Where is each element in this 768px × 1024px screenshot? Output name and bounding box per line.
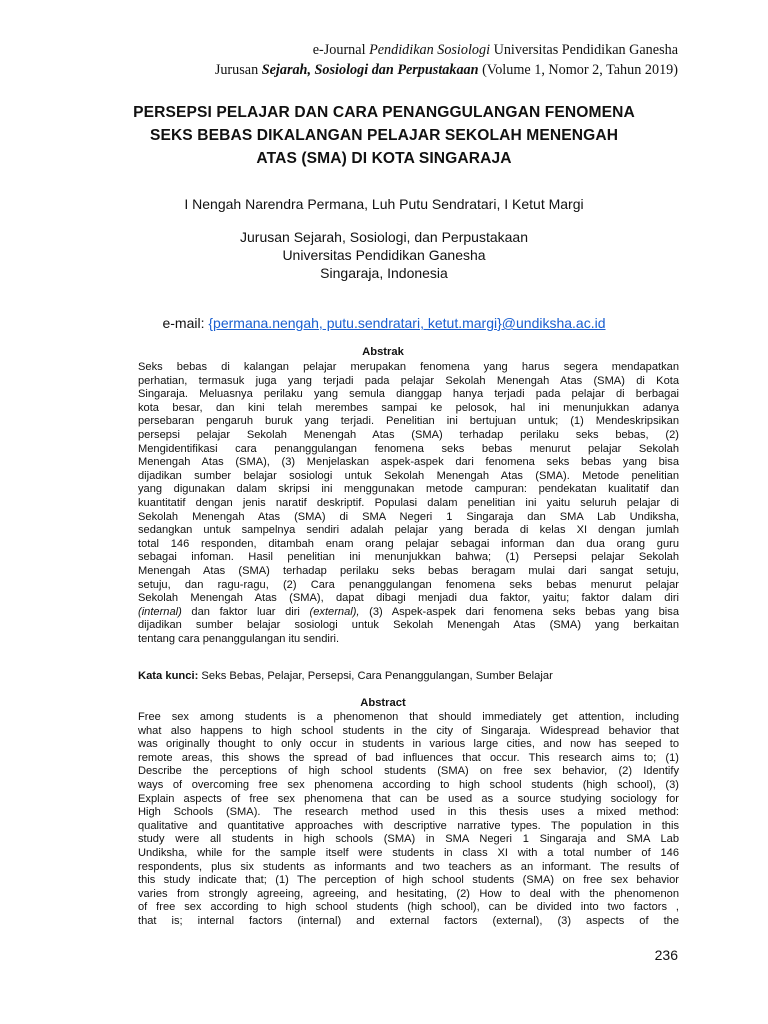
abstrak-line: kuantitatif dengan jenis naratif deskriptif. Populasi dalam penelitian ini yaitu seluruh pelajar di (138, 496, 679, 509)
abstract-line: what also happens to high school students in the city of Singaraja. Widespread behavior that (138, 724, 679, 737)
abstrak-line: setuju, dan ragu-ragu, (2) Cara penanggulangan fenomena seks bebas menurut pelajar (138, 578, 679, 591)
title-line: SEKS BEBAS DIKALANGAN PELAJAR SEKOLAH MENENGAH (149, 127, 619, 144)
abstract-line: that is; internal factors (internal) and external factors (external), (3) aspects of the (138, 914, 679, 927)
abstrak-line: Sekolah Menengah Atas (SMA), dapat dibagi menjadi dua faktor, yaitu; faktor dalam diri (138, 592, 679, 605)
abstrak-body (138, 361, 679, 646)
journal-header (215, 40, 678, 80)
keywords-text: Seks Bebas, Pelajar, Persepsi, Cara Penanggulangan, Sumber Belajar (198, 670, 553, 682)
abstract-line: varies from strongly agreeing, agreeing, and hesitating, (2) How to deal with the phenomenon (138, 887, 679, 900)
abstract-line: this study indicate that; (1) The perception of high school students (SMA) on free sex behavior (138, 874, 679, 887)
abstrak-line: Sekolah Menengah Atas (SMA) di SMA Negeri 1 Singaraja dan SMA Lab Undiksha, (138, 510, 679, 523)
abstract-line: ways of overcoming free sex phenomena according to high school students (high school), (3) (138, 778, 679, 791)
affiliation-line: Universitas Pendidikan Ganesha (282, 247, 486, 263)
email-link[interactable]: {permana.nengah, putu.sendratari, ketut.margi}@undiksha.ac.id (208, 315, 606, 331)
abstrak-line: dijadikan sumber belajar sosiologi untuk Sekolah Menengah Atas (SMA). Metode penelitian (138, 469, 679, 482)
abstract-line: study were all students in high schools (SMA) in SMA Negeri 1 Singaraja and SMA Lab (138, 833, 679, 846)
abstrak-line: perhatian, termasuk juga yang terjadi pada pelajar Sekolah Menengah Atas (SMA) di Kota (138, 374, 679, 387)
abstract-line: Free sex among students is a phenomenon that should immediately get attention, including (138, 711, 679, 723)
affiliation (60, 228, 708, 282)
abstrak-line: total 146 responden, ditambah enam orang pelajar sebagai informan dan dua orang guru (138, 537, 679, 550)
abstrak-line: sedangkan untuk sampelnya sendiri adalah pelajar yang berada di kelas XI dengan jumlah (138, 524, 679, 537)
abstrak-line: sebagai infoman. Hasil penelitian ini menunjukkan bahwa; (1) Persepsi pelajar Sekolah (138, 551, 679, 564)
abstract-body (138, 711, 679, 929)
abstract-line: was originally thought to only occur in students in various large cities, and now has seeped to (138, 738, 679, 751)
abstrak-line: Menengah Atas (SMA) terhadap perilaku seks bebas beragam mulai dari sangat setuju, (138, 564, 679, 577)
abstrak-line: Menengah Atas (SMA), (3) Menjelaskan aspek-aspek dari fenomena seks bebas yang bisa (138, 456, 679, 469)
abstrak-line: Mengidentifikasi cara penanggulangan fenomena seks bebas menurut pelajar Sekolah (138, 442, 679, 455)
abstrak-line-mixed: (internal) dan faktor luar diri (external), (3) Aspek-aspek dari fenomena seks bebas yang bisa (138, 605, 679, 618)
affiliation-line: Singaraja, Indonesia (320, 265, 448, 281)
abstract-line: of free sex according to high school students (high school), can be divided into two factors , (138, 901, 679, 914)
keywords (138, 669, 679, 683)
abstract-line: remote areas, this shows the spread of bad influences that occur. This research aims to; (1) (138, 751, 679, 764)
abstrak-line: persebaran pengaruh buruk yang terjadi. Penelitian ini bertujuan untuk; (1) Mendeskripsikan (138, 415, 679, 428)
abstract-line: qualitative and quantitative approaches with descriptive narrative types. The population in this (138, 819, 679, 832)
abstract-line: Explain aspects of free sex phenomena that can be used as a source studying sociology for (138, 792, 679, 805)
abstrak-line: persepsi pelajar Sekolah Menengah Atas (SMA) terhadap perilaku seks bebas, (2) (138, 428, 679, 441)
abstract-heading: Abstract (360, 697, 406, 709)
email-line (60, 313, 708, 333)
abstrak-line: Singaraja. Meluasnya perilaku yang semula dianggap hanya terjadi pada pelajar di berbagai (138, 388, 679, 401)
abstrak-line: kota besar, dan kini telah merembes sampai ke pelosok, hal ini menunjukkan adanya (138, 401, 679, 414)
abstrak-line: Seks bebas di kalangan pelajar merupakan fenomena yang harus segera mendapatkan (138, 361, 679, 373)
abstrak-line: tentang cara penanggulangan itu sendiri. (138, 632, 340, 645)
page-number: 236 (654, 947, 678, 963)
paper-title (70, 101, 698, 170)
abstract-line: Describe the perceptions of high school students (SMA) on free sex behavior, (2) Identify (138, 765, 679, 778)
email-label: e-mail: (162, 315, 209, 331)
authors: I Nengah Narendra Permana, Luh Putu Sendratari, I Ketut Margi (184, 196, 584, 212)
journal-header-line-1: e-Journal Pendidikan Sosiologi Universitas Pendidikan Ganesha (312, 42, 678, 58)
keywords-label: Kata kunci: (138, 670, 199, 682)
title-line: ATAS (SMA) DI KOTA SINGARAJA (256, 150, 512, 167)
abstrak-line: yang digunakan dalam skripsi ini menggunakan metode campuran: pendekatan kualitatif dan (138, 483, 679, 496)
abstract-line: Undiksha, while for the sample itself were students in class XI with a total number of 146 (138, 846, 679, 859)
abstract-line: respondents, plus six students as informants and two teachers as an informant. The results of (138, 860, 679, 873)
abstrak-line: dijadikan sumber belajar sosiologi untuk Sekolah Menengah Atas (SMA) yang berkaitan (138, 619, 679, 632)
title-line: PERSEPSI PELAJAR DAN CARA PENANGGULANGAN FENOMENA (133, 104, 635, 121)
journal-header-line-2: Jurusan Sejarah, Sosiologi dan Perpustakaan (Volume 1, Nomor 2, Tahun 2019) (214, 62, 678, 78)
abstract-line: High Schools (SMA). The research method used in this thesis uses a mixed method: (138, 806, 679, 819)
affiliation-line: Jurusan Sejarah, Sosiologi, dan Perpustakaan (240, 229, 528, 245)
abstrak-heading: Abstrak (362, 346, 404, 358)
